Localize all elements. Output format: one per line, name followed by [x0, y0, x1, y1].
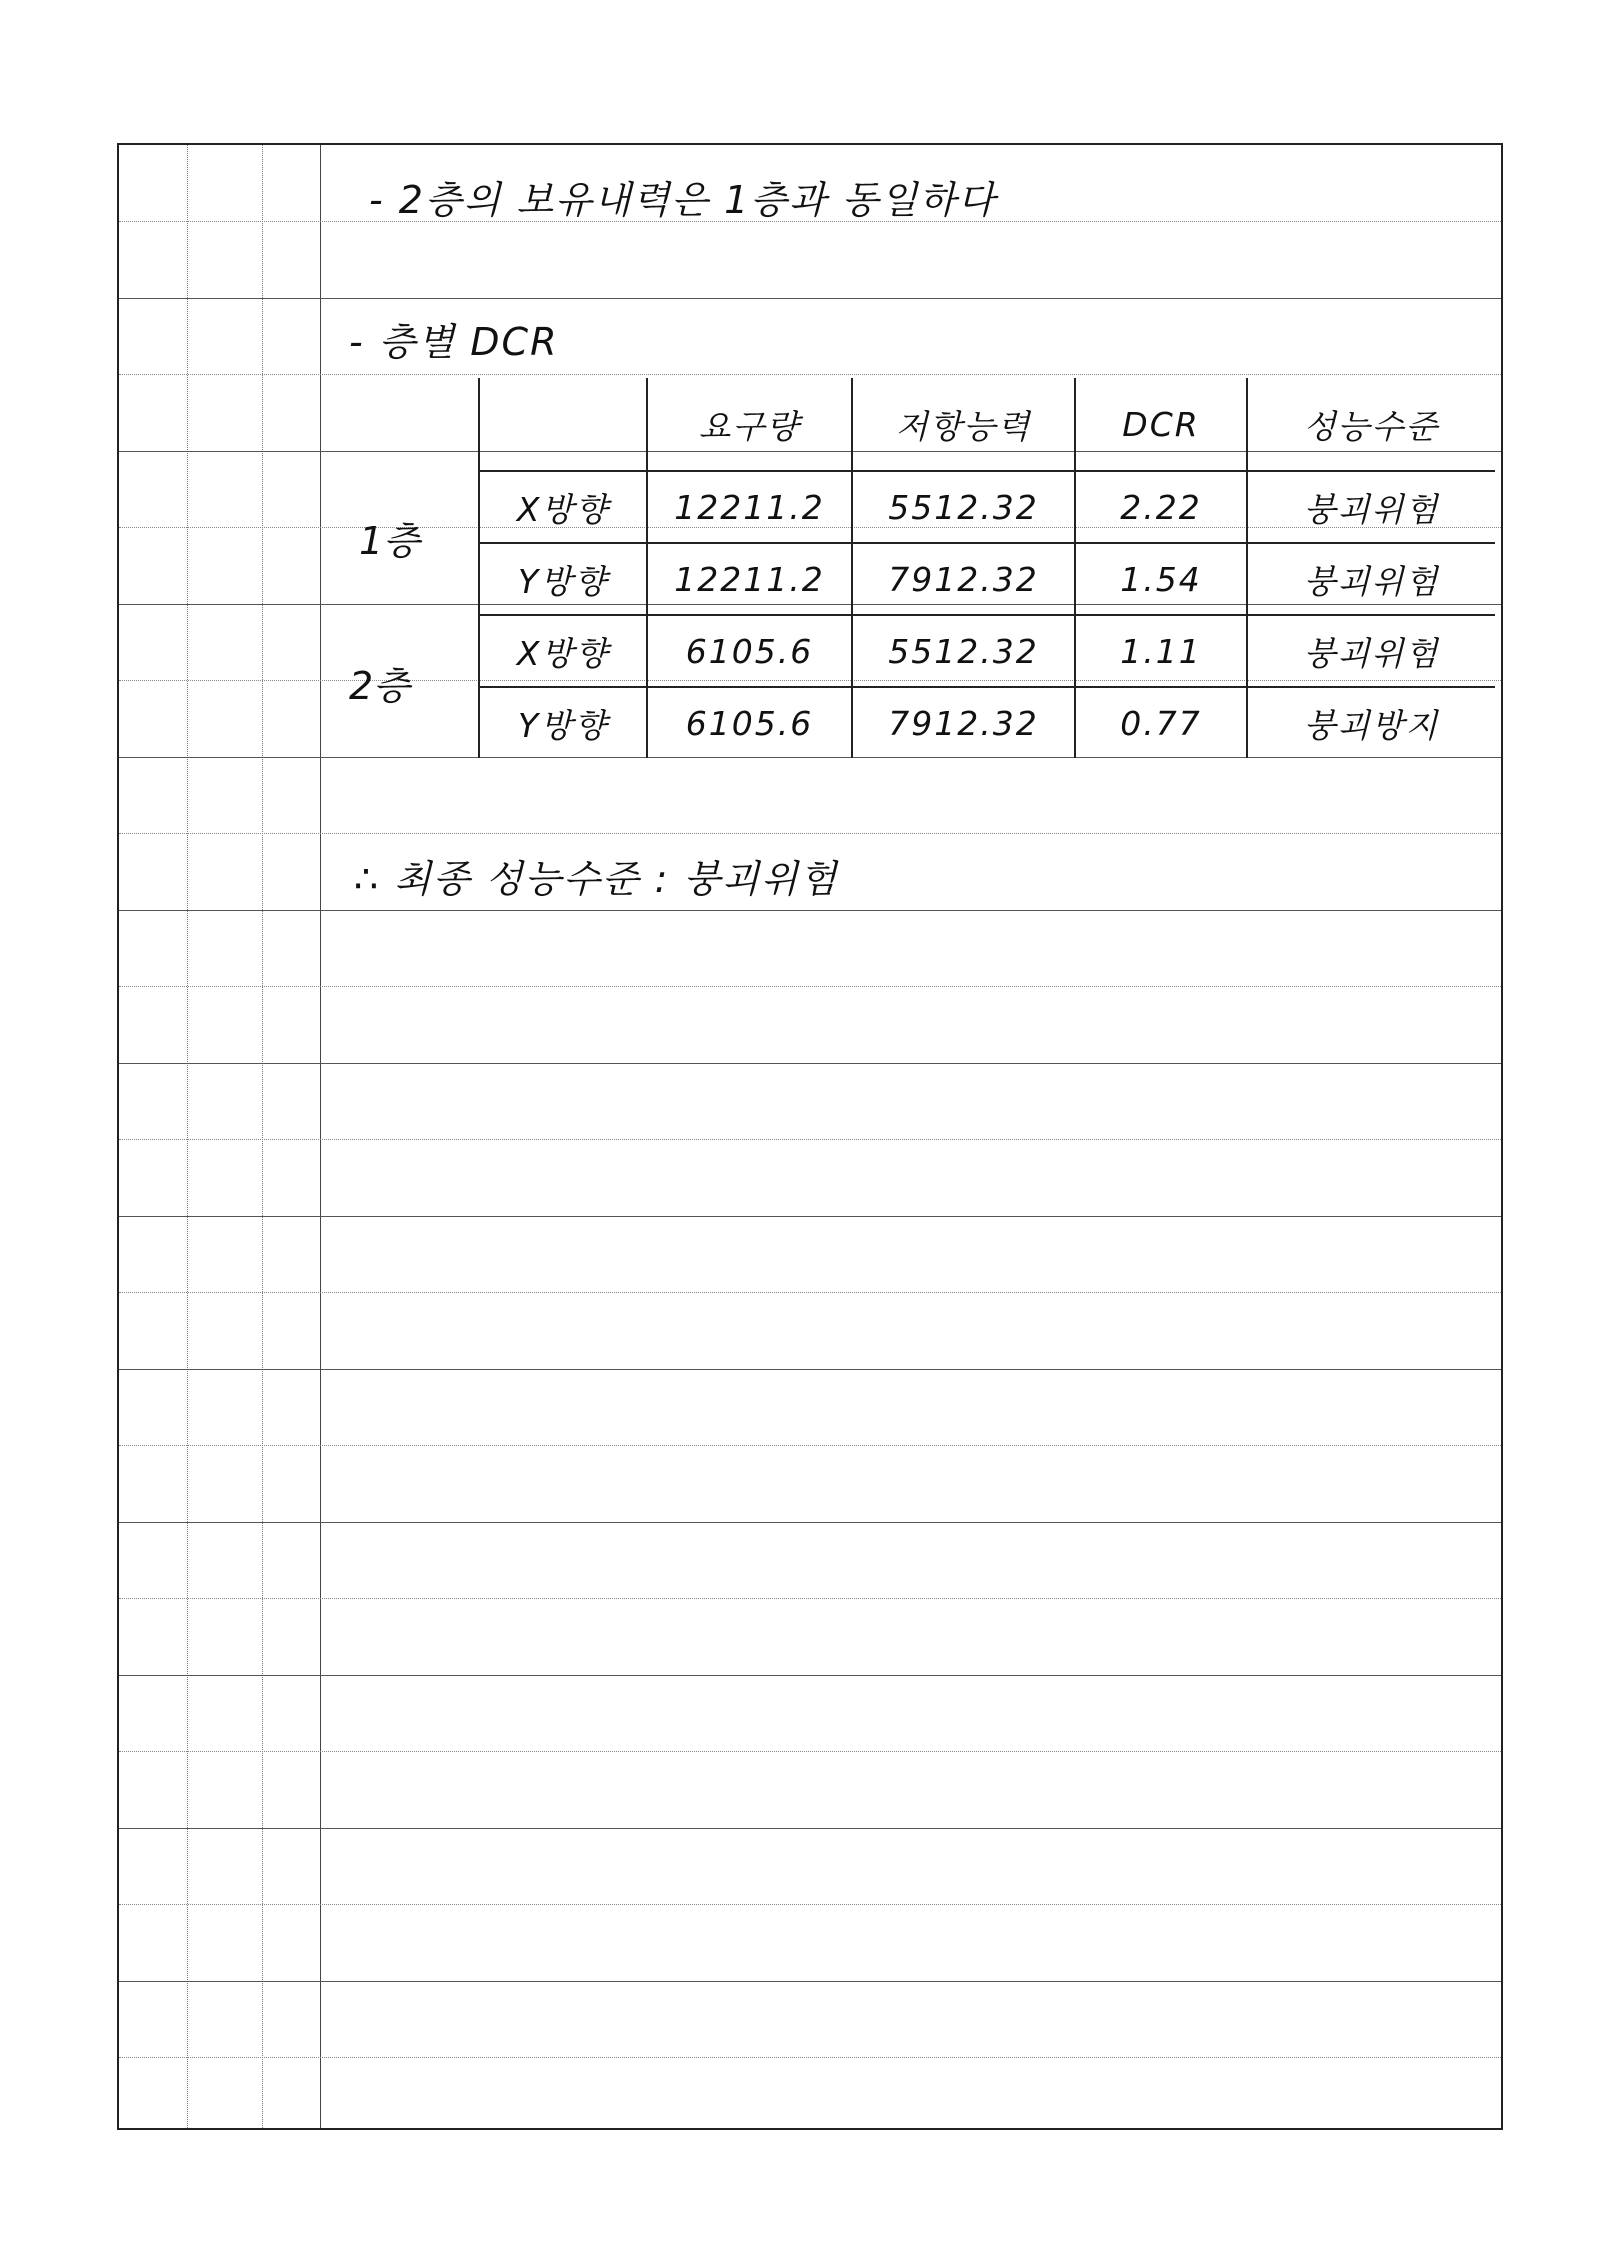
demand-cell: 12211.2: [647, 471, 852, 543]
table-header-row: [479, 378, 1495, 471]
margin-line: [320, 145, 321, 2128]
ruled-line: [119, 1598, 1501, 1599]
direction-cell: X방향: [479, 615, 647, 687]
ruled-line: [119, 1522, 1501, 1523]
level-cell: 붕괴위험: [1247, 471, 1495, 543]
dcr-cell: 1.54: [1075, 543, 1247, 615]
header-cell: 성능수준: [1247, 378, 1495, 471]
ruled-line: [119, 833, 1501, 834]
header-cell: 요구량: [647, 378, 852, 471]
ruled-line: [119, 1828, 1501, 1829]
capacity-cell: 5512.32: [852, 471, 1075, 543]
demand-cell: 6105.6: [647, 687, 852, 758]
dcr-table: [478, 378, 1495, 758]
level-cell: 붕괴방지: [1247, 687, 1495, 758]
ruled-line: [119, 1369, 1501, 1370]
floor-label-2: 2층: [349, 664, 410, 708]
ruled-line: [119, 1751, 1501, 1752]
ruled-line: [119, 1292, 1501, 1293]
header-cell: 저항능력: [852, 378, 1075, 471]
margin-line: [262, 145, 263, 2128]
conclusion-line: ∴ 최종 성능수준 : 붕괴위험: [354, 857, 839, 901]
ruled-line: [119, 298, 1501, 299]
ruled-line: [119, 374, 1501, 375]
demand-cell: 12211.2: [647, 543, 852, 615]
direction-cell: X방향: [479, 471, 647, 543]
table-row: [479, 471, 1495, 543]
ruled-line: [119, 1445, 1501, 1446]
ruled-line: [119, 1675, 1501, 1676]
notebook-page: [117, 143, 1503, 2130]
floor-label-1: 1층: [359, 519, 420, 563]
table-row: [479, 543, 1495, 615]
capacity-cell: 7912.32: [852, 543, 1075, 615]
dcr-cell: 1.11: [1075, 615, 1247, 687]
ruled-line: [119, 1139, 1501, 1140]
dcr-cell: 2.22: [1075, 471, 1247, 543]
note-line-1: - 2층의 보유내력은 1층과 동일하다: [369, 178, 997, 222]
demand-cell: 6105.6: [647, 615, 852, 687]
capacity-cell: 5512.32: [852, 615, 1075, 687]
direction-cell: Y방향: [479, 687, 647, 758]
level-cell: 붕괴위험: [1247, 543, 1495, 615]
ruled-line: [119, 1981, 1501, 1982]
ruled-line: [119, 2057, 1501, 2058]
header-cell: DCR: [1075, 378, 1247, 471]
margin-line: [187, 145, 188, 2128]
dcr-cell: 0.77: [1075, 687, 1247, 758]
ruled-line: [119, 1063, 1501, 1064]
ruled-line: [119, 986, 1501, 987]
direction-cell: Y방향: [479, 543, 647, 615]
capacity-cell: 7912.32: [852, 687, 1075, 758]
table-row: [479, 615, 1495, 687]
level-cell: 붕괴위험: [1247, 615, 1495, 687]
ruled-line: [119, 910, 1501, 911]
ruled-line: [119, 1216, 1501, 1217]
table-row: [479, 687, 1495, 758]
header-cell: [479, 378, 647, 471]
section-heading: - 층별 DCR: [349, 320, 559, 364]
ruled-line: [119, 1904, 1501, 1905]
